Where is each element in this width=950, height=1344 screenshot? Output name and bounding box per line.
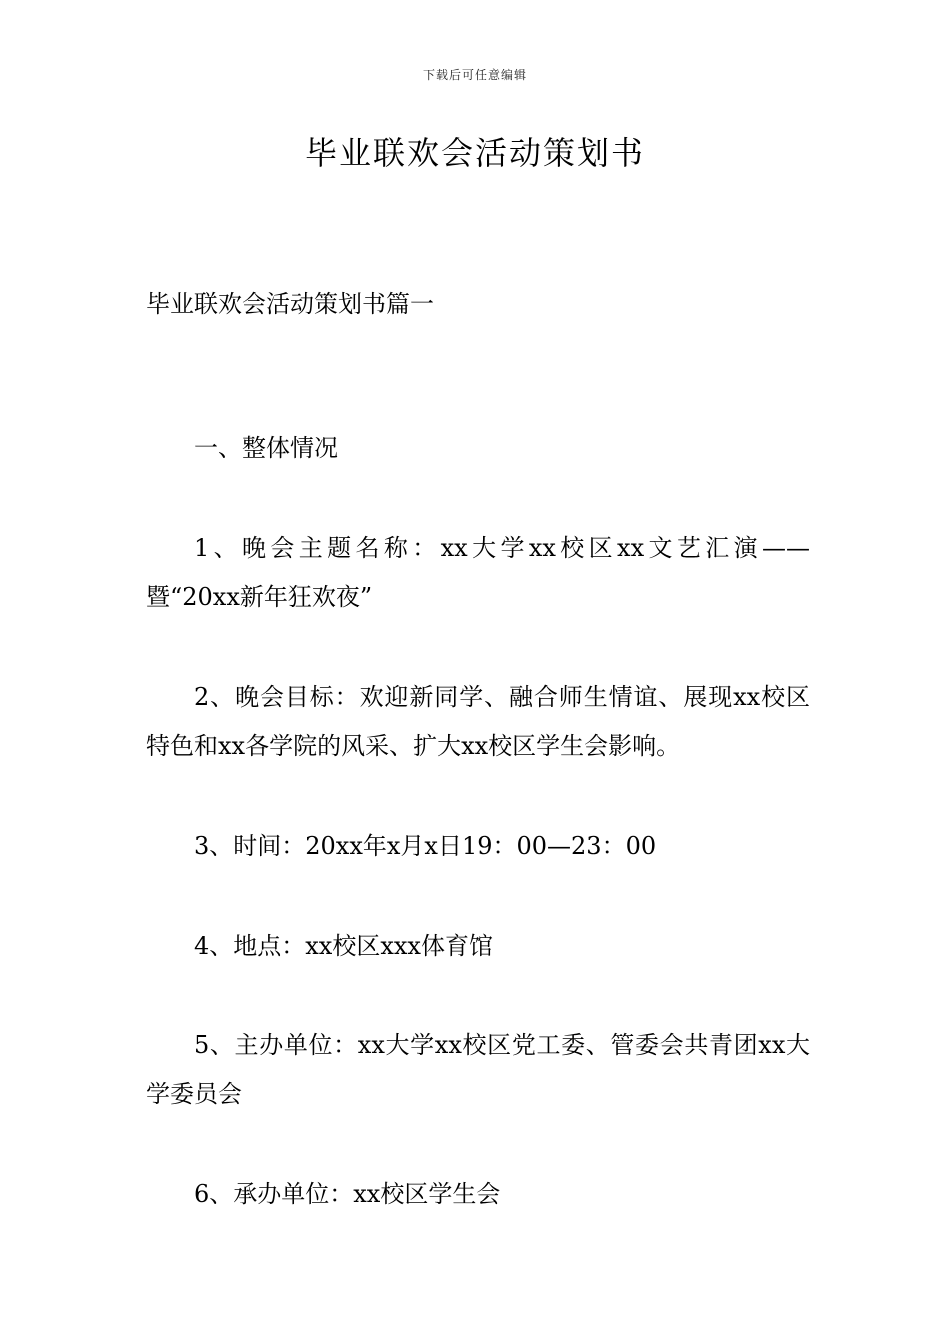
document-subtitle: 毕业联欢会活动策划书篇一: [146, 290, 434, 318]
section-heading: 一、整体情况: [194, 434, 338, 462]
paragraph-item-1: 1、晚会主题名称：xx大学xx校区xx文艺汇演——暨“20xx新年狂欢夜”: [146, 534, 810, 611]
document-title: 毕业联欢会活动策划书: [304, 134, 645, 172]
paragraph-item-5: 5、主办单位：xx大学xx校区党工委、管委会共青团xx大学委员会: [146, 1031, 810, 1108]
paragraph-item-6: 6、承办单位：xx校区学生会: [194, 1180, 501, 1208]
paragraph-item-3: 3、时间：20xx年x月x日19：00—23：00: [194, 832, 657, 860]
paragraph-item-2: 2、晚会目标：欢迎新同学、融合师生情谊、展现xx校区特色和xx各学院的风采、扩大xx校区学生会影响。: [146, 683, 810, 760]
header-note: 下载后可任意编辑: [422, 68, 527, 82]
paragraph-item-4: 4、地点：xx校区xxx体育馆: [194, 932, 493, 960]
